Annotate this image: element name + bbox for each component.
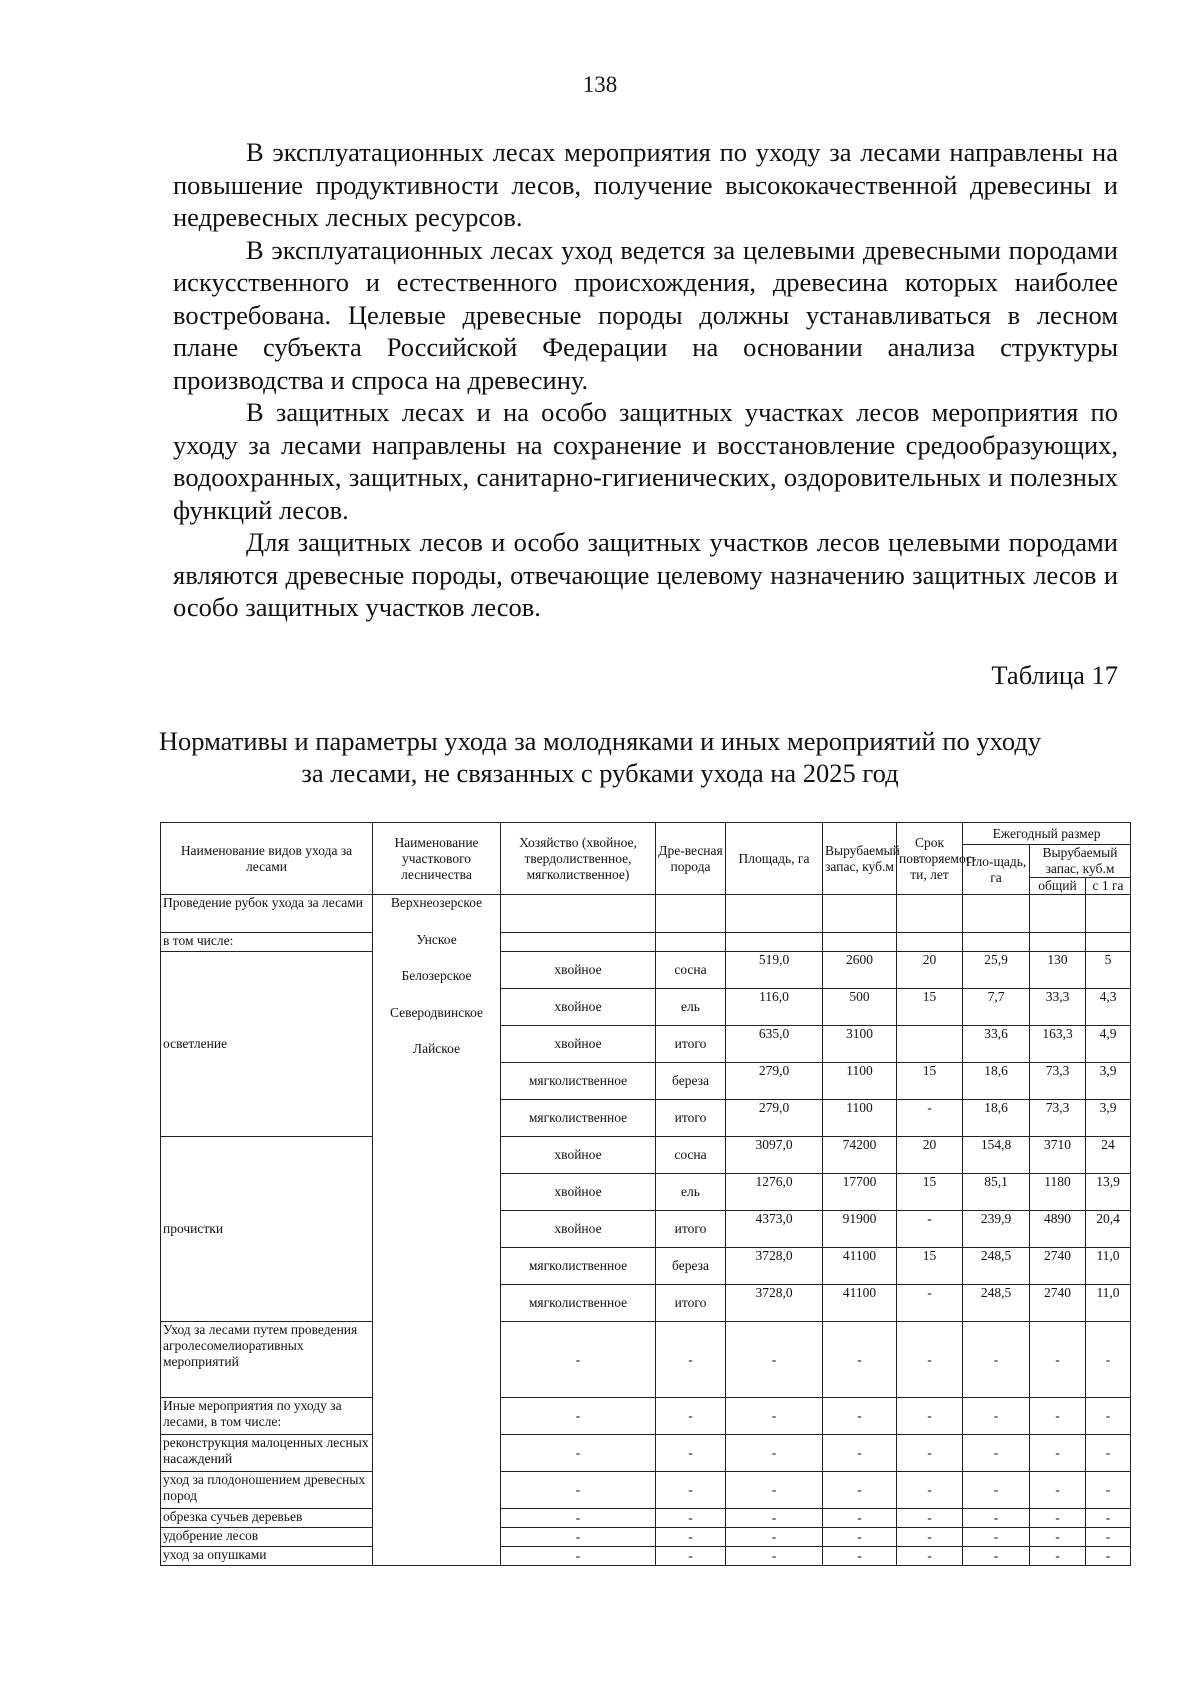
cell: 11,0: [1086, 1248, 1131, 1285]
cell: 2740: [1030, 1285, 1086, 1322]
cell: -: [823, 1398, 897, 1435]
cell: 7,7: [963, 989, 1030, 1026]
cell: 116,0: [726, 989, 823, 1026]
cell: 1100: [823, 1063, 897, 1100]
cell: -: [656, 1435, 726, 1472]
row-label: Иные мероприятия по уходу за лесами, в том числе:: [161, 1398, 373, 1435]
header-cut-stock: Вырубаемый запас, куб.м: [823, 823, 897, 895]
cell: 33,6: [963, 1026, 1030, 1063]
cell: хвойное: [501, 1174, 656, 1211]
paragraph: В защитных лесах и на особо защитных участках лесов мероприятия по уходу за лесами направлены на сохранение и восстановление средообразующих, водоохранных, защитных, санитарно-гигиенических, оздоровительных и полезных функций лесов.: [173, 397, 1118, 525]
cell: 130: [1030, 952, 1086, 989]
cell: итого: [656, 1026, 726, 1063]
cell: 4373,0: [726, 1211, 823, 1248]
cell: -: [501, 1435, 656, 1472]
cell: хвойное: [501, 989, 656, 1026]
cell: -: [823, 1435, 897, 1472]
cell: 41100: [823, 1285, 897, 1322]
header-farm: Хозяйство (хвойное, твердолиственное, мягколиственное): [501, 823, 656, 895]
cell: -: [1086, 1528, 1131, 1547]
cell: 25,9: [963, 952, 1030, 989]
cell: 500: [823, 989, 897, 1026]
cell: хвойное: [501, 952, 656, 989]
cell: 3728,0: [726, 1285, 823, 1322]
cell: 4,3: [1086, 989, 1131, 1026]
paragraph: Для защитных лесов и особо защитных участков лесов целевыми породами являются древесные породы, отвечающие целевому назначению защитных лесов и особо защитных участков лесов.: [173, 527, 1118, 622]
cell: -: [1030, 1509, 1086, 1528]
cell: 17700: [823, 1174, 897, 1211]
cell: -: [897, 1528, 963, 1547]
group-label: прочистки: [161, 1137, 373, 1322]
cell: мягколиственное: [501, 1100, 656, 1137]
cell: -: [1086, 1435, 1131, 1472]
cell: мягколиственное: [501, 1063, 656, 1100]
cell: -: [1086, 1322, 1131, 1398]
cell: -: [963, 1435, 1030, 1472]
cell: -: [656, 1509, 726, 1528]
cell: -: [1030, 1472, 1086, 1509]
cell: 20: [897, 952, 963, 989]
cell: 3097,0: [726, 1137, 823, 1174]
row-label: удобрение лесов: [161, 1528, 373, 1547]
standards-table: [160, 822, 1131, 1566]
cell: хвойное: [501, 1026, 656, 1063]
cell: 15: [897, 1248, 963, 1285]
cell: 3710: [1030, 1137, 1086, 1174]
header-per-ha: с 1 га: [1086, 878, 1131, 895]
row-label: реконструкция малоценных лесных насаждений: [161, 1435, 373, 1472]
cell: -: [823, 1472, 897, 1509]
cell: -: [656, 1528, 726, 1547]
cell: мягколиственное: [501, 1285, 656, 1322]
cell: береза: [656, 1248, 726, 1285]
cell: -: [1086, 1509, 1131, 1528]
row-label: уход за плодоношением древесных пород: [161, 1472, 373, 1509]
cell: 1276,0: [726, 1174, 823, 1211]
cell: -: [1030, 1398, 1086, 1435]
cell: -: [897, 1285, 963, 1322]
cell: 20,4: [1086, 1211, 1131, 1248]
cell: ель: [656, 1174, 726, 1211]
cell: -: [501, 1322, 656, 1398]
cell: -: [501, 1472, 656, 1509]
page-number: 138: [582, 72, 618, 97]
cell: 33,3: [1030, 989, 1086, 1026]
cell: -: [656, 1547, 726, 1566]
header-annual-area: Пло-щадь, га: [963, 845, 1030, 895]
header-period: Срок повторяемос-ти, лет: [897, 823, 963, 895]
cell: 5: [1086, 952, 1131, 989]
cell: -: [823, 1528, 897, 1547]
cell: -: [897, 1472, 963, 1509]
cell: -: [963, 1528, 1030, 1547]
forestry-name: Унское: [416, 931, 457, 947]
group-label: осветление: [161, 952, 373, 1137]
cell: -: [1030, 1435, 1086, 1472]
cell: 239,9: [963, 1211, 1030, 1248]
cell: -: [656, 1322, 726, 1398]
cell: -: [501, 1547, 656, 1566]
forestry-name: Белозерское: [401, 968, 472, 983]
table-title: Нормативы и параметры ухода за молодняками и иных мероприятий по уходу за лесами, не связанных с рубками ухода на 2025 год: [158, 726, 1042, 788]
cell: -: [897, 1398, 963, 1435]
cell: 635,0: [726, 1026, 823, 1063]
cell: хвойное: [501, 1137, 656, 1174]
cell: 154,8: [963, 1137, 1030, 1174]
cell: итого: [656, 1211, 726, 1248]
cell: 3,9: [1086, 1063, 1131, 1100]
cell: -: [1086, 1398, 1131, 1435]
cell: -: [897, 1322, 963, 1398]
cell: -: [963, 1322, 1030, 1398]
cell: -: [656, 1398, 726, 1435]
cell: -: [726, 1528, 823, 1547]
cell: -: [1030, 1528, 1086, 1547]
row-label: уход за опушками: [161, 1547, 373, 1566]
row-label: обрезка сучьев деревьев: [161, 1509, 373, 1528]
row-label: в том числе:: [161, 933, 373, 952]
header-type: Наименование видов ухода за лесами: [161, 823, 373, 895]
cell: 248,5: [963, 1285, 1030, 1322]
cell: 73,3: [1030, 1063, 1086, 1100]
cell: -: [897, 1547, 963, 1566]
cell: -: [823, 1547, 897, 1566]
cell: -: [726, 1472, 823, 1509]
header-annual: Ежегодный размер: [963, 823, 1131, 845]
cell: мягколиственное: [501, 1248, 656, 1285]
cell: 74200: [823, 1137, 897, 1174]
cell: 18,6: [963, 1063, 1030, 1100]
cell: ель: [656, 989, 726, 1026]
cell: 85,1: [963, 1174, 1030, 1211]
cell: -: [897, 1435, 963, 1472]
cell: -: [726, 1322, 823, 1398]
cell: -: [501, 1528, 656, 1547]
header-annual-stock: Вырубаемый запас, куб.м: [1030, 845, 1131, 878]
cell: 91900: [823, 1211, 897, 1248]
table-number: Таблица 17: [991, 660, 1118, 690]
row-label: Уход за лесами путем проведения агролесомелиоративных мероприятий: [161, 1322, 373, 1398]
cell: [897, 1026, 963, 1063]
cell: 4,9: [1086, 1026, 1131, 1063]
cell: -: [726, 1547, 823, 1566]
cell: -: [897, 1211, 963, 1248]
cell: -: [1030, 1547, 1086, 1566]
cell: -: [963, 1472, 1030, 1509]
forestry-name: Северодвинское: [389, 1004, 484, 1020]
cell: 73,3: [1030, 1100, 1086, 1137]
cell: сосна: [656, 1137, 726, 1174]
cell: 15: [897, 989, 963, 1026]
cell: -: [963, 1398, 1030, 1435]
cell: 279,0: [726, 1063, 823, 1100]
cell: 20: [897, 1137, 963, 1174]
cell: -: [726, 1509, 823, 1528]
cell: 18,6: [963, 1100, 1030, 1137]
cell: 2600: [823, 952, 897, 989]
cell: 3100: [823, 1026, 897, 1063]
cell: 3728,0: [726, 1248, 823, 1285]
cell: 519,0: [726, 952, 823, 989]
cell: 41100: [823, 1248, 897, 1285]
cell: сосна: [656, 952, 726, 989]
forestry-list: [373, 895, 501, 1566]
cell: 3,9: [1086, 1100, 1131, 1137]
cell: итого: [656, 1100, 726, 1137]
cell: -: [1086, 1547, 1131, 1566]
cell: 163,3: [1030, 1026, 1086, 1063]
cell: -: [501, 1398, 656, 1435]
cell: 13,9: [1086, 1174, 1131, 1211]
cell: -: [501, 1509, 656, 1528]
cell: -: [897, 1100, 963, 1137]
forestry-name: Верхнеозерское: [390, 895, 483, 910]
header-forestry: Наименование участкового лесничества: [373, 823, 501, 895]
cell: 1100: [823, 1100, 897, 1137]
cell: 1180: [1030, 1174, 1086, 1211]
paragraph: В эксплуатационных лесах мероприятия по уходу за лесами направлены на повышение продуктивности лесов, получение высококачественной древесины и недревесных лесных ресурсов.: [173, 137, 1118, 232]
cell: -: [963, 1547, 1030, 1566]
cell: 15: [897, 1174, 963, 1211]
cell: -: [897, 1509, 963, 1528]
row-label: Проведение рубок ухода за лесами: [161, 895, 373, 933]
paragraph: В эксплуатационных лесах уход ведется за целевыми древесными породами искусственного и естественного происхождения, древесина которых наиболее востребована. Целевые древесные породы должны устанавливаться в лесном плане субъекта Российской Федерации на основании анализа структуры производства и спроса на древесину.: [173, 234, 1118, 395]
cell: 24: [1086, 1137, 1131, 1174]
header-area: Площадь, га: [726, 823, 823, 895]
cell: береза: [656, 1063, 726, 1100]
cell: 4890: [1030, 1211, 1086, 1248]
cell: -: [823, 1509, 897, 1528]
cell: -: [726, 1398, 823, 1435]
cell: 2740: [1030, 1248, 1086, 1285]
cell: 11,0: [1086, 1285, 1131, 1322]
header-total: общий: [1030, 878, 1086, 895]
cell: итого: [656, 1285, 726, 1322]
cell: 279,0: [726, 1100, 823, 1137]
body-text: [173, 136, 1118, 624]
cell: 248,5: [963, 1248, 1030, 1285]
cell: 15: [897, 1063, 963, 1100]
cell: -: [726, 1435, 823, 1472]
cell: -: [656, 1472, 726, 1509]
cell: хвойное: [501, 1211, 656, 1248]
header-species: Дре-весная порода: [656, 823, 726, 895]
cell: -: [1030, 1322, 1086, 1398]
cell: -: [1086, 1472, 1131, 1509]
forestry-name: Лайское: [412, 1041, 461, 1056]
cell: -: [963, 1509, 1030, 1528]
cell: -: [823, 1322, 897, 1398]
